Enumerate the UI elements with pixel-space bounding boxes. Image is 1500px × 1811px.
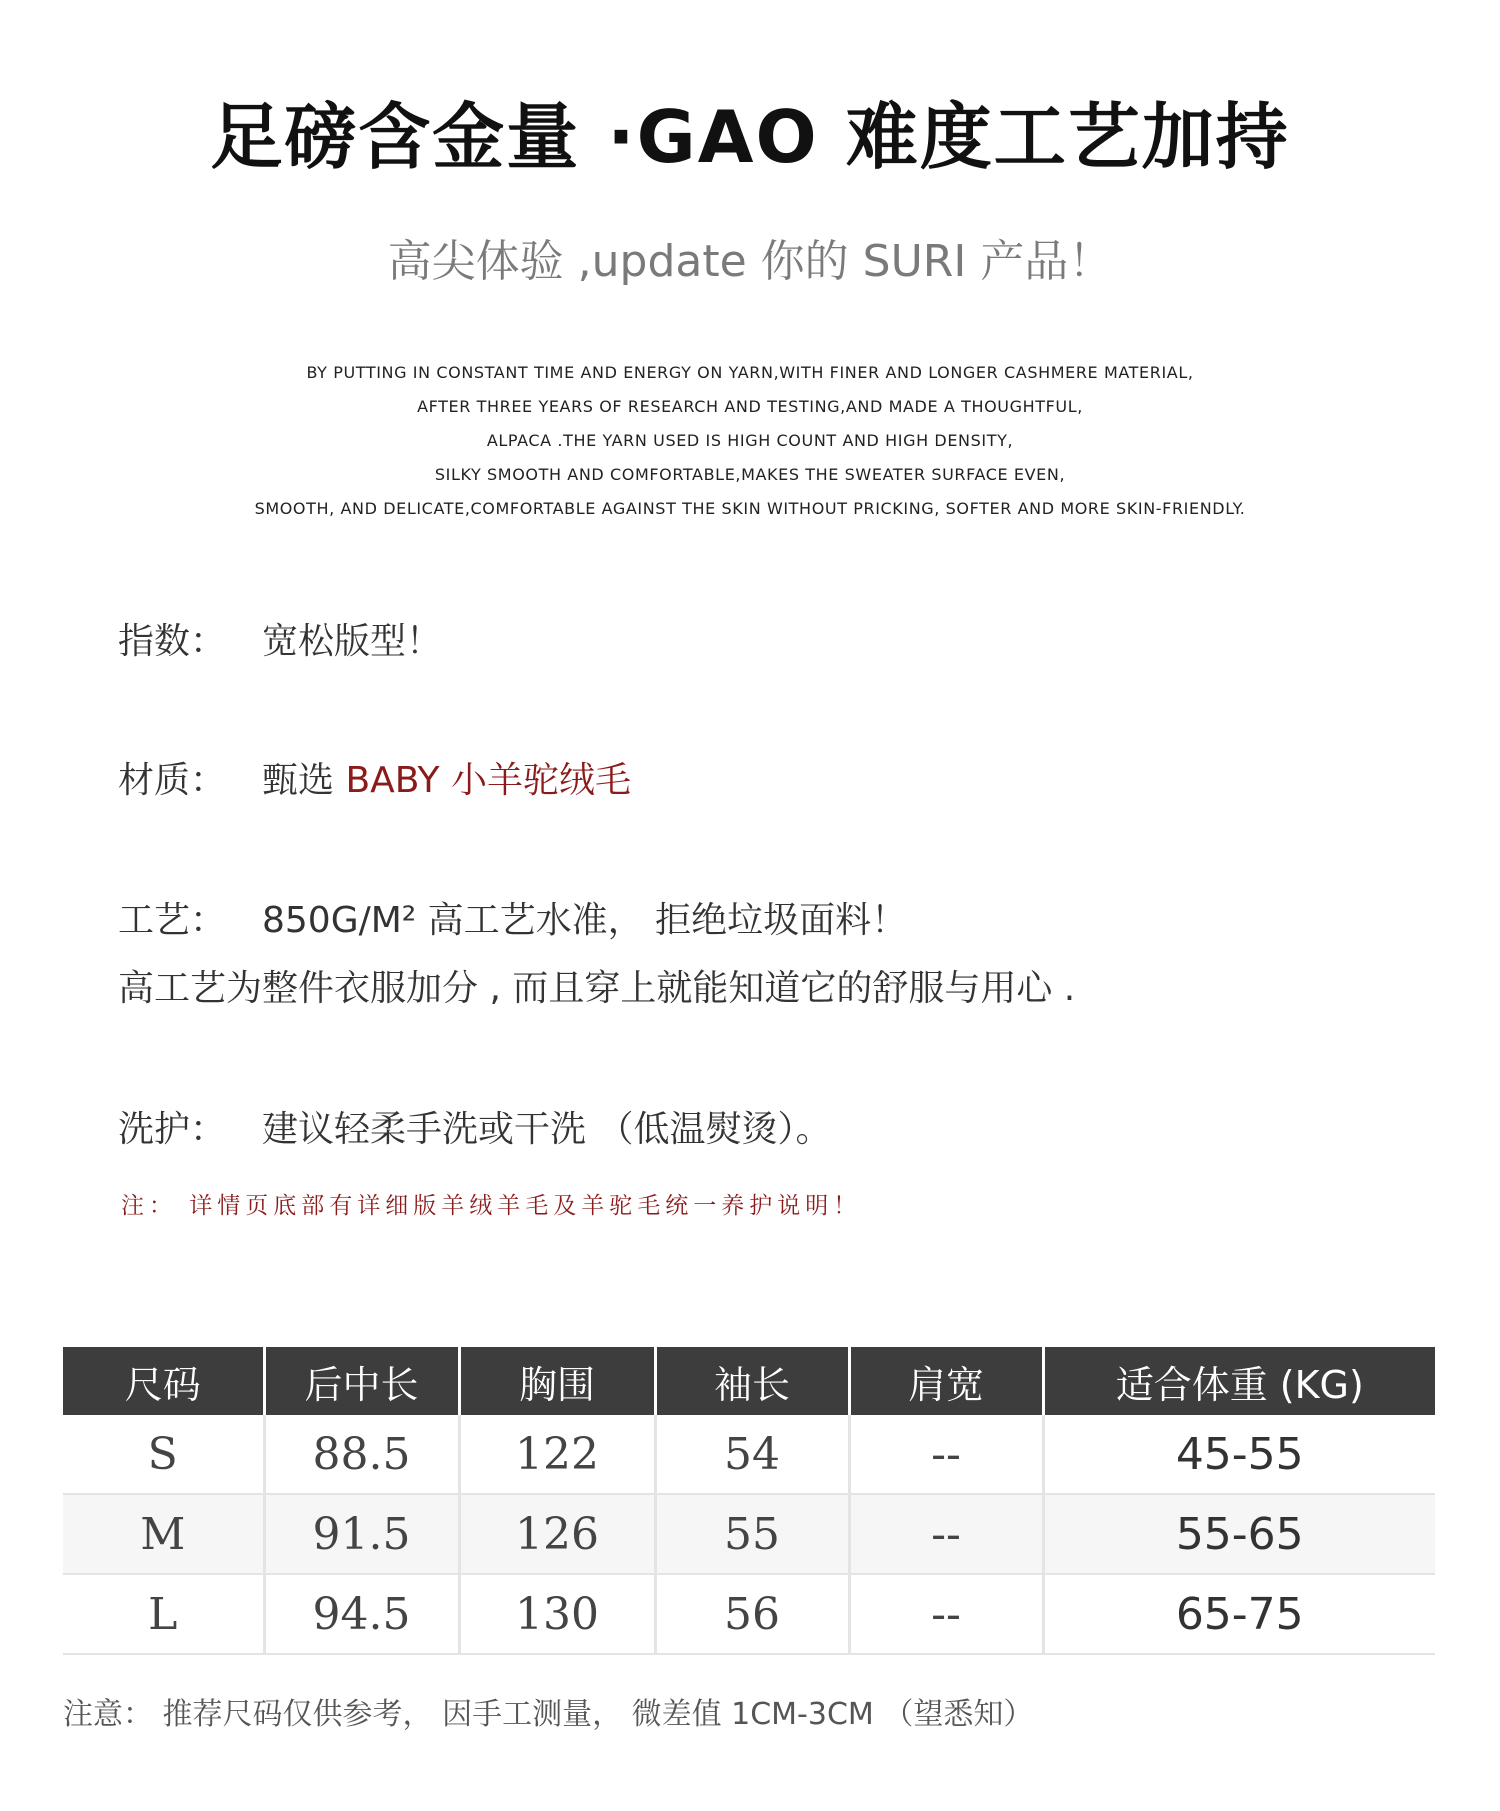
spec-material-label: 材质： [118,760,227,801]
spec-craft [118,896,907,946]
page-title: 足磅含金量 ·GAO 难度工艺加持 [210,95,1290,179]
table-row [63,1415,1435,1494]
cell-back-length: 88.5 [264,1415,459,1494]
description-line: BY PUTTING IN CONSTANT TIME AND ENERGY ON YARN,WITH FINER AND LONGER CASHMERE MATERIAL, [306,363,1194,382]
header-chest: 胸围 [459,1347,655,1415]
description-line: AFTER THREE YEARS OF RESEARCH AND TESTING,AND MADE A THOUGHTFUL, [417,397,1083,416]
spec-care-value: 建议轻柔手洗或干洗 （低温熨烫）。 [262,1109,832,1150]
cell-size: S [63,1415,264,1494]
cell-weight: 55-65 [1043,1494,1435,1574]
header-size: 尺码 [63,1347,264,1415]
spec-care-label: 洗护： [118,1109,227,1150]
spec-craft-label: 工艺： [118,900,227,941]
cell-chest: 126 [459,1494,655,1574]
cell-chest: 130 [459,1574,655,1654]
page-subtitle: 高尖体验 ,update 你的 SURI 产品！ [387,236,1113,287]
spec-material-highlight: BABY 小羊驼绒毛 [345,760,631,801]
cell-shoulder: -- [849,1574,1043,1654]
cell-size: M [63,1494,264,1574]
product-description [0,356,1500,526]
header-weight: 适合体重 (KG) [1043,1347,1435,1415]
size-table [63,1347,1435,1655]
table-row [63,1494,1435,1574]
spec-fit-label: 指数： [118,621,227,662]
care-note: 注： 详情页底部有详细版羊绒羊毛及羊驼毛统一养护说明！ [121,1193,862,1219]
cell-back-length: 94.5 [264,1574,459,1654]
cell-sleeve: 55 [655,1494,849,1574]
spec-material-value: 甄选 [262,760,346,801]
spec-care [118,1105,831,1155]
cell-shoulder: -- [849,1415,1043,1494]
description-line: SILKY SMOOTH AND COMFORTABLE,MAKES THE SWEATER SURFACE EVEN, [434,465,1066,484]
spec-fit [118,617,442,667]
cell-weight: 45-55 [1043,1415,1435,1494]
description-line: SMOOTH, AND DELICATE,COMFORTABLE AGAINST THE SKIN WITHOUT PRICKING, SOFTER AND MORE SKIN-FRIENDLY. [254,499,1246,518]
cell-chest: 122 [459,1415,655,1494]
cell-sleeve: 54 [655,1415,849,1494]
header-back-length: 后中长 [264,1347,459,1415]
spec-craft-line2: 高工艺为整件衣服加分 , 而且穿上就能知道它的舒服与用心 . [118,968,1076,1009]
description-line: ALPACA .THE YARN USED IS HIGH COUNT AND HIGH DENSITY, [486,431,1014,450]
spec-fit-value: 宽松版型！ [262,621,443,662]
cell-weight: 65-75 [1043,1574,1435,1654]
cell-size: L [63,1574,264,1654]
header-sleeve: 袖长 [655,1347,849,1415]
size-table-header [63,1347,1435,1415]
cell-sleeve: 56 [655,1574,849,1654]
header-shoulder: 肩宽 [849,1347,1043,1415]
spec-craft-value: 850G/M² 高工艺水准， 拒绝垃圾面料！ [262,900,908,941]
measurement-footnote: 注意： 推荐尺码仅供参考， 因手工测量， 微差值 1CM-3CM （望悉知） [63,1697,1034,1732]
table-row [63,1574,1435,1654]
cell-back-length: 91.5 [264,1494,459,1574]
spec-material [118,756,631,806]
cell-shoulder: -- [849,1494,1043,1574]
